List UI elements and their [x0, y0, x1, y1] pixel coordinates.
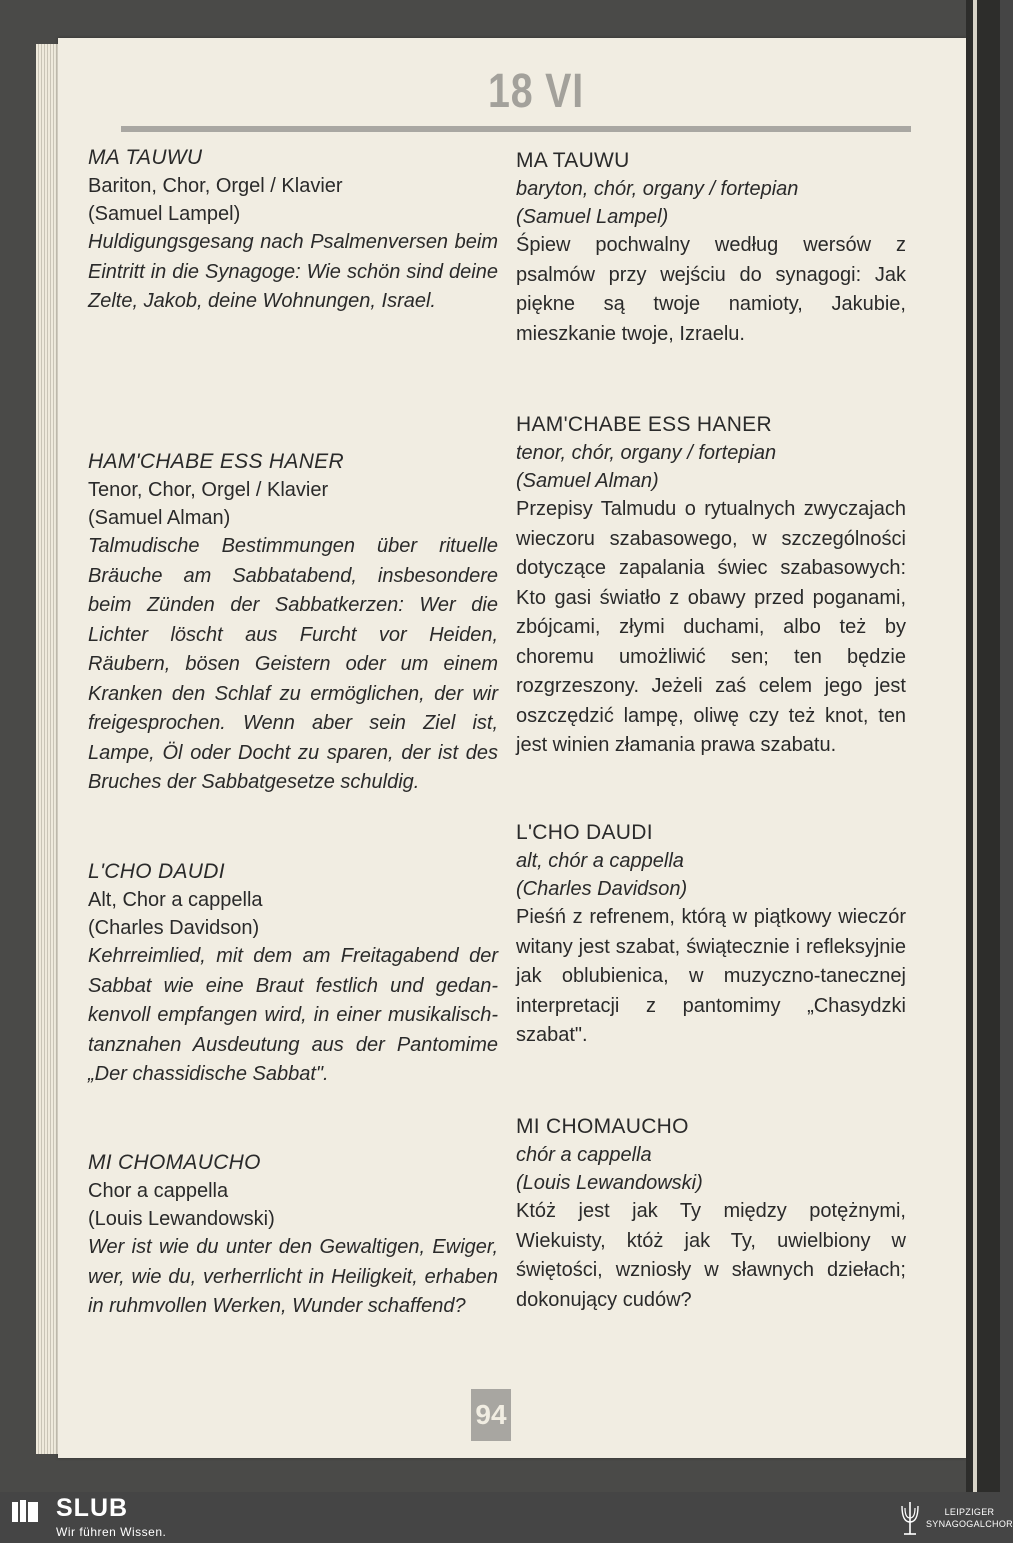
piece-composer: (Samuel Lampel): [88, 203, 241, 225]
piece-voices: chór a cappella: [516, 1144, 652, 1166]
piece-voices: Bariton, Chor, Orgel / Klavier: [88, 175, 343, 197]
program-item-de: [88, 1148, 498, 1322]
piece-composer: (Samuel Alman): [88, 507, 231, 529]
piece-title: MI CHOMAUCHO: [516, 1115, 689, 1138]
slub-logo-icon[interactable]: [12, 1500, 40, 1524]
piece-composer: (Charles Davidson): [516, 878, 688, 900]
piece-voices: Tenor, Chor, Orgel / Klavier: [88, 479, 329, 501]
piece-title: L'CHO DAUDI: [516, 821, 653, 844]
menorah-icon: [898, 1496, 922, 1538]
piece-voices: alt, chór a cappella: [516, 850, 684, 872]
program-item-pl: [516, 818, 906, 1051]
program-item-de: [88, 447, 498, 798]
scan-border: [966, 0, 1000, 1492]
footer-bar: [0, 1492, 1013, 1543]
piece-composer: (Charles Davidson): [88, 917, 260, 939]
piece-description: Huldigungsgesang nach Psalmenversen beim Eintritt in die Synagoge: Wie schön sind deine Zelte, Jakob, deine Wohnungen, Israel.: [88, 231, 498, 312]
choir-name-line1: LEIPZIGER: [944, 1507, 995, 1517]
piece-title: HAM'CHABE ESS HANER: [88, 450, 344, 473]
piece-title: MA TAUWU: [88, 146, 203, 169]
program-item-de: [88, 857, 498, 1090]
piece-description: Któż jest jak Ty między potężnymi, Wiekuisty, któż jak Ty, uwielbiony w świętości, wzniosły w sławnych dziełach; dokonujący cudów?: [516, 1200, 906, 1311]
piece-composer: (Samuel Alman): [516, 470, 659, 492]
piece-voices: Chor a cappella: [88, 1180, 229, 1202]
piece-description: Kehrreimlied, mit dem am Freitagabend der Sabbat wie eine Braut festlich und gedan-kenvoll empfangen wird, in einer musikalisch-tanznahen Ausdeutung aus der Pantomime „Der chassidische Sabbat".: [88, 945, 498, 1085]
piece-title: MI CHOMAUCHO: [88, 1151, 261, 1174]
page-number: 94: [471, 1389, 511, 1441]
program-item-pl: [516, 410, 906, 761]
piece-title: L'CHO DAUDI: [88, 860, 225, 883]
slub-brand[interactable]: SLUB: [56, 1494, 129, 1522]
piece-composer: (Louis Lewandowski): [516, 1172, 703, 1194]
piece-composer: (Louis Lewandowski): [88, 1208, 275, 1230]
choir-name-line2: SYNAGOGALCHOR: [926, 1519, 1013, 1529]
piece-description: Wer ist wie du unter den Gewaltigen, Ewiger, wer, wie du, verherrlicht in Heiligkeit, erhaben in ruhmvollen Werken, Wunder schaffend?: [88, 1236, 498, 1317]
program-item-pl: [516, 146, 906, 349]
piece-title: MA TAUWU: [516, 149, 630, 172]
piece-voices: tenor, chór, organy / fortepian: [516, 442, 777, 464]
piece-voices: baryton, chór, organy / fortepian: [516, 178, 799, 200]
piece-voices: Alt, Chor a cappella: [88, 889, 263, 911]
program-item-de: [88, 143, 498, 317]
piece-description: Śpiew pochwalny według wersów z psalmów przy wejściu do synagogi: Jak piękne są twoje namioty, Jakubie, mieszkanie twoje, Izraelu.: [516, 234, 906, 345]
choir-logo-text[interactable]: [926, 1506, 1013, 1530]
program-item-pl: [516, 1112, 906, 1315]
heading-rule: [121, 126, 911, 132]
piece-description: Pieśń z refrenem, którą w piątkowy wieczór witany jest szabat, świątecznie i refleksyjnie jak oblubienica, w muzyczno-tanecznej interpretacji z pantomimy „Chasydzki szabat".: [516, 906, 906, 1046]
slub-tagline: Wir führen Wissen.: [56, 1525, 167, 1539]
page-heading-date: 18 VI: [487, 65, 584, 118]
piece-title: HAM'CHABE ESS HANER: [516, 413, 772, 436]
piece-description: Przepisy Talmudu o rytualnych zwyczajach wieczoru szabasowego, w szczególności dotyczące zapalania świec szabasowych: Kto gasi światło z obawy przed poganami, zbójcami, złymi duchami, albo też by choremu umożliwić sen; ten będzie rozgrzeszony. Jeżeli zaś celem jego jest oszczędzić lampę, oliwę czy też knot, ten jest winien złamania prawa szabatu.: [516, 498, 906, 756]
piece-description: Talmudische Bestimmungen über rituelle Bräuche am Sabbatabend, insbesondere beim Zünden der Sabbatkerzen: Wer die Lichter löscht aus Furcht vor Heiden, Räubern, bösen Geistern oder um einem Kranken den Schlaf zu ermöglichen, der wir freigesprochen. Wenn aber sein Ziel ist, Lampe, Öl oder Docht zu sparen, der ist des Bruches der Sabbatgesetze schuldig.: [88, 535, 498, 793]
booklet-page: [58, 38, 966, 1458]
piece-composer: (Samuel Lampel): [516, 206, 669, 228]
